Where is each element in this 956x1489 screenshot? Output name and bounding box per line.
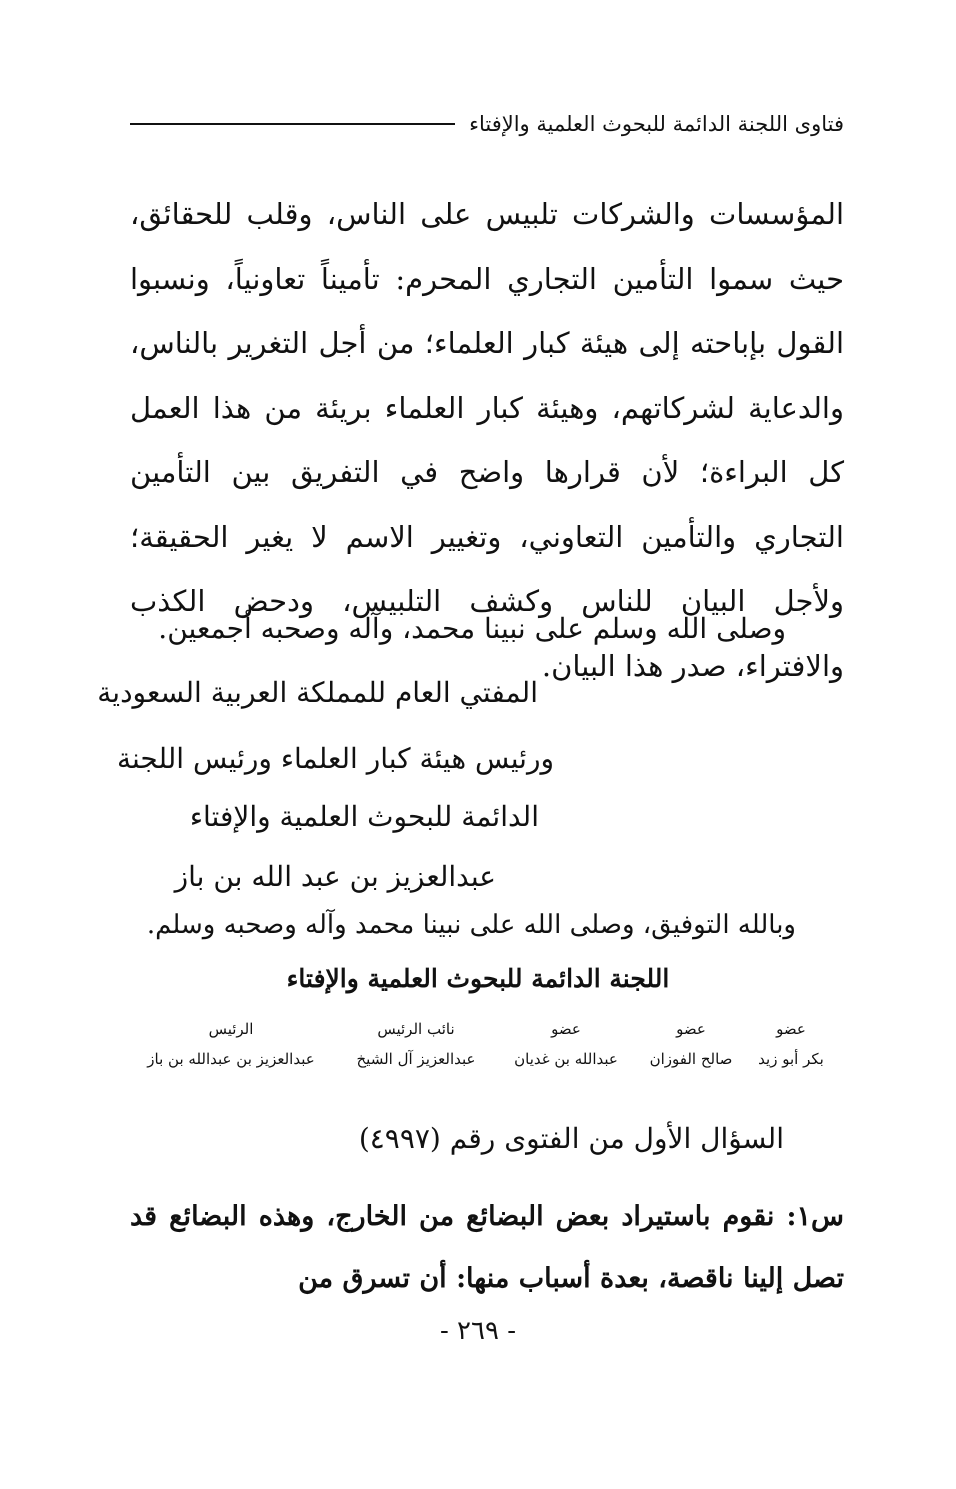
committee-member (506, 1020, 626, 1068)
member-role: عضو (676, 1020, 706, 1038)
signature-title-line-2: ورئيس هيئة كبار العلماء ورئيس اللجنة (116, 742, 554, 775)
signature-title-line-3: الدائمة للبحوث العلمية والإفتاء (189, 800, 539, 833)
committee-title: اللجنة الدائمة للبحوث العلمية والإفتاء (286, 964, 670, 993)
member-role: عضو (776, 1020, 806, 1038)
member-name: عبدالله بن غديان (514, 1050, 618, 1068)
page-number: - ٢٦٩ - (439, 1316, 517, 1346)
member-name: بكر أبو زيد (758, 1050, 824, 1068)
signature-title-line-1: المفتي العام للمملكة العربية السعودية (97, 676, 538, 709)
header-title: فتاوى اللجنة الدائمة للبحوث العلمية والإفتاء (469, 112, 844, 136)
committee-member (136, 1020, 326, 1068)
tawfiq-line: وبالله التوفيق، وصلى الله على نبينا محمد وآله وصحبه وسلم. (146, 910, 796, 940)
running-header (130, 112, 844, 136)
question-text: س١: نقوم باستيراد بعض البضائع من الخارج، وهذه البضائع قد تصل إلينا ناقصة، بعدة أسباب منها: أن تسرق من (130, 1201, 844, 1294)
question-heading: السؤال الأول من الفتوى رقم (٤٩٩٧) (358, 1122, 784, 1155)
signatory-name: عبدالعزيز بن عبد الله بن باز (174, 860, 496, 893)
committee-member (336, 1020, 496, 1068)
committee-member (746, 1020, 836, 1068)
committee-member (636, 1020, 746, 1068)
member-role: الرئيس (208, 1020, 254, 1038)
member-name: عبدالعزيز آل الشيخ (356, 1050, 476, 1068)
closing-salutation: وصلى الله وسلم على نبينا محمد، وآله وصحبه أجمعين. (158, 612, 786, 645)
member-role: عضو (551, 1020, 581, 1038)
header-rule (130, 123, 455, 125)
body-paragraph: المؤسسات والشركات تلبيس على الناس، وقلب للحقائق، حيث سموا التأمين التجاري المحرم: تأميناً تعاونياً، ونسبوا القول بإباحته إلى هيئة كبار العلماء؛ من أجل التغرير بالناس، والدعاية لشركاتهم، وهيئة كبار العلماء بريئة من هذا العمل كل البراءة؛ لأن قرارها واضح في التفريق بين التأمين التجاري والتأمين التعاوني، وتغيير الاسم لا يغير الحقيقة؛ ولأجل البيان للناس وكشف التلبيس، ودحض الكذب والافتراء، صدر هذا البيان. (130, 197, 844, 683)
member-name: عبدالعزيز بن عبدالله بن باز (147, 1050, 315, 1068)
member-name: صالح الفوزان (649, 1050, 733, 1068)
member-role: نائب الرئيس (377, 1020, 455, 1038)
